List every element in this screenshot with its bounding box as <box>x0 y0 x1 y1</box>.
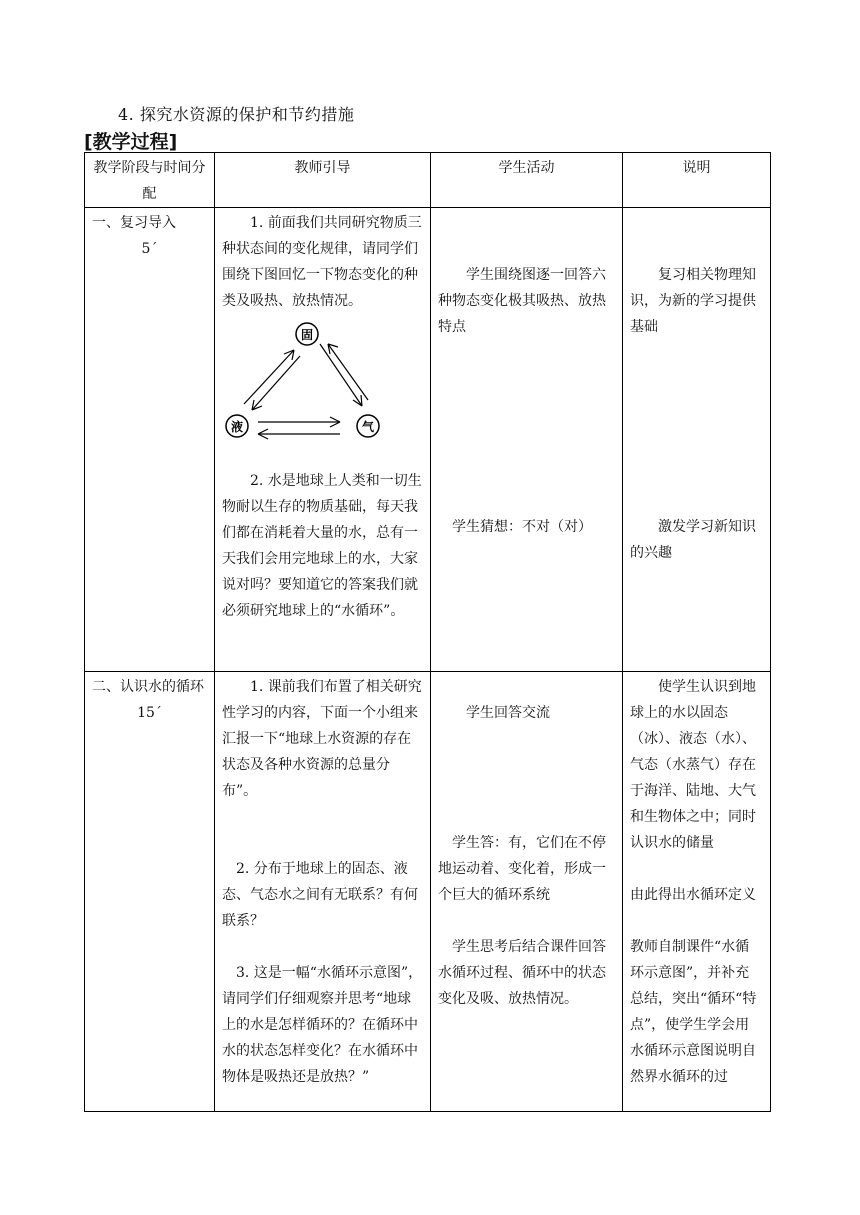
stage-label: 一、复习导入 <box>92 215 176 231</box>
teacher-text: 1. 课前我们布置了相关研究性学习的内容，下面一个小组来汇报一下“地球上水资源的存在状态及各种水资源的总量分布”。 <box>222 679 422 799</box>
stage-time: 5´ <box>141 241 158 257</box>
stage-time: 15´ <box>137 705 162 721</box>
student-text: 学生围绕图逐一回答六种物态变化极其吸热、放热特点 <box>438 267 606 335</box>
header-stage: 教学阶段与时间分配 <box>85 153 215 208</box>
lesson-table <box>84 152 771 1112</box>
teacher-cell <box>215 672 431 1112</box>
table-row <box>85 672 771 1112</box>
student-text: 学生猜想：不对（对） <box>452 519 592 535</box>
liquid-label: 液 <box>230 420 244 434</box>
student-cell <box>431 208 623 672</box>
solid-label: 固 <box>300 328 314 342</box>
header-note: 说明 <box>623 153 771 208</box>
note-text: 使学生认识到地球上的水以固态（冰）、液态（水）、气态（水蒸气）存在于海洋、陆地、大气和生物体之中；同时认识水的储量 <box>630 679 756 851</box>
note-cell <box>623 208 771 672</box>
header-teacher: 教师引导 <box>215 153 431 208</box>
arrow-liquid-to-solid <box>244 350 294 404</box>
note-text: 教师自制课件“水循环示意图”，并补充总结，突出“循环“特点”，使学生学会用水循环示意图说明自然界水循环的过 <box>630 939 757 1085</box>
stage-cell <box>85 208 215 672</box>
arrow-gas-to-solid <box>328 344 368 400</box>
header-student: 学生活动 <box>431 153 623 208</box>
student-cell <box>431 672 623 1112</box>
arrows <box>244 344 368 439</box>
note-text: 由此得出水循环定义 <box>630 887 756 903</box>
note-text: 激发学习新知识的兴趣 <box>630 519 756 561</box>
note-cell <box>623 672 771 1112</box>
gas-node <box>357 415 379 437</box>
student-text: 学生思考后结合课件回答水循环过程、循环中的状态变化及吸、放热情况。 <box>438 939 606 1007</box>
teacher-cell <box>215 208 431 672</box>
solid-node <box>296 323 318 345</box>
student-text: 学生回答交流 <box>466 705 550 721</box>
arrow-solid-to-gas <box>320 344 362 406</box>
table-header-row <box>85 153 771 208</box>
teacher-text: 3. 这是一幅“水循环示意图”，请同学们仔细观察并思考“地球上的水是怎样循环的？在循环中水的状态怎样变化？在水循环中物体是吸热还是放热？” <box>222 965 423 1085</box>
arrow-solid-to-liquid <box>252 356 300 410</box>
teacher-text: 1. 前面我们共同研究物质三种状态间的变化规律，请同学们围绕下图回忆一下物态变化的种类及吸热、放热情况。 <box>222 215 422 309</box>
teacher-text: 2. 水是地球上人类和一切生物耐以生存的物质基础，每天我们都在消耗着大量的水，总有一天我们会用完地球上的水，大家说对吗？要知道它的答案我们就必须研究地球上的“水循环”。 <box>222 473 422 619</box>
intro-line: 4. 探究水资源的保护和节约措施 <box>118 105 355 124</box>
table-row <box>85 208 771 672</box>
section-title: [教学过程] <box>84 131 178 153</box>
stage-label: 二、认识水的循环 <box>92 679 204 695</box>
gas-label: 气 <box>361 420 375 434</box>
student-text: 学生答：有，它们在不停地运动着、变化着，形成一个巨大的循环系统 <box>438 835 606 903</box>
stage-cell <box>85 672 215 1112</box>
note-text: 复习相关物理知识，为新的学习提供基础 <box>630 267 756 335</box>
state-change-diagram <box>222 316 422 466</box>
teacher-text: 2. 分布于地球上的固态、液态、气态水之间有无联系？有何联系？ <box>222 861 418 929</box>
liquid-node <box>226 415 248 437</box>
